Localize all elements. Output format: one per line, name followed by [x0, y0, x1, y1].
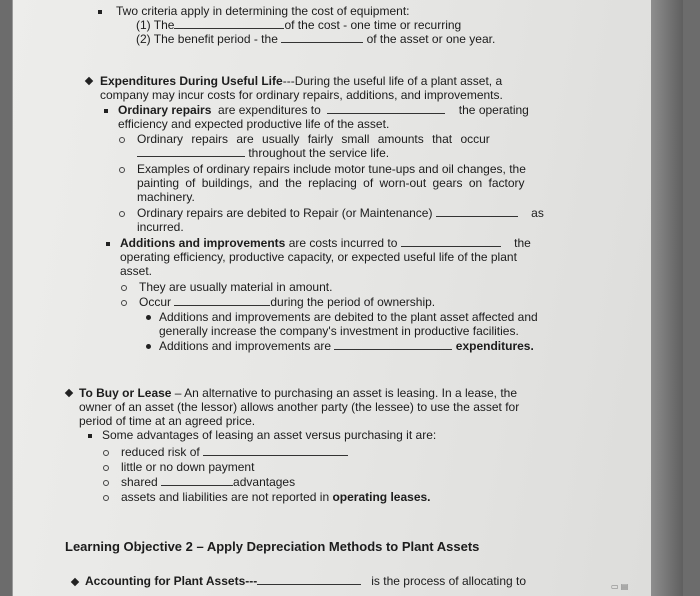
- square-bullet-icon: [106, 242, 110, 246]
- accounting-plant-assets: Accounting for Plant Assets--- is the process of allocating to: [85, 574, 527, 588]
- ordinary-repairs-line2: efficiency and expected productive life of the asset.: [118, 117, 390, 131]
- diamond-bullet-icon: [71, 578, 79, 586]
- square-bullet-icon: [98, 10, 102, 14]
- lease-adv2: little or no down payment: [121, 460, 255, 474]
- circle-bullet-icon: [119, 211, 125, 217]
- square-bullet-icon: [104, 109, 108, 113]
- additions-bullet2: Additions and improvements are expenditures.: [159, 339, 534, 353]
- ordinary-sub2a: Examples of ordinary repairs include motor tune-ups and oil changes, the: [137, 162, 526, 176]
- additions-line3: asset.: [120, 264, 153, 278]
- criteria-2: (2) The benefit period - the of the asset or one year.: [136, 32, 496, 46]
- circle-bullet-icon: [103, 480, 109, 486]
- criteria-1: (1) The of the cost - one time or recurring: [136, 18, 462, 32]
- lease-adv-intro: Some advantages of leasing an asset versus purchasing it are:: [102, 428, 437, 442]
- round-bullet-icon: [146, 344, 151, 349]
- ordinary-repairs-line1: Ordinary repairs are expenditures to the operating: [118, 103, 529, 117]
- ordinary-sub3b: incurred.: [137, 220, 184, 234]
- page-corner-mark-icon: ▭ ▤: [611, 582, 629, 591]
- circle-bullet-icon: [103, 495, 109, 501]
- circle-bullet-icon: [119, 137, 125, 143]
- lease-adv1: reduced risk of: [121, 445, 348, 459]
- diamond-bullet-icon: [85, 77, 93, 85]
- circle-bullet-icon: [103, 450, 109, 456]
- circle-bullet-icon: [121, 300, 127, 306]
- additions-bullet1a: Additions and improvements are debited to the plant asset affected and: [159, 310, 538, 324]
- lease-line2: owner of an asset (the lessor) allows another party (the lessee) to use the asset for: [79, 400, 520, 414]
- lease-adv4: assets and liabilities are not reported in operating leases.: [121, 490, 431, 504]
- ordinary-sub1b: throughout the service life.: [137, 146, 389, 160]
- circle-bullet-icon: [121, 285, 127, 291]
- additions-line2: operating efficiency, productive capacity, or expected useful life of the plant: [120, 250, 517, 264]
- diamond-bullet-icon: [65, 389, 73, 397]
- lease-adv3: shared advantages: [121, 475, 296, 489]
- page-edge-shadow: [651, 0, 683, 596]
- round-bullet-icon: [146, 315, 151, 320]
- additions-bullet1b: generally increase the company's investment in productive facilities.: [159, 324, 519, 338]
- document-page: [12, 0, 683, 596]
- square-bullet-icon: [88, 434, 92, 438]
- ordinary-sub3a: Ordinary repairs are debited to Repair (or Maintenance) as: [137, 206, 544, 220]
- additions-sub2: Occur during the period of ownership.: [139, 295, 436, 309]
- circle-bullet-icon: [119, 167, 125, 173]
- additions-sub1: They are usually material in amount.: [139, 280, 333, 294]
- lease-heading: To Buy or Lease – An alternative to purchasing an asset is leasing. In a lease, the: [79, 386, 518, 400]
- criteria-intro: Two criteria apply in determining the cost of equipment:: [116, 4, 410, 18]
- learning-objective-heading: Learning Objective 2 – Apply Depreciation Methods to Plant Assets: [65, 539, 480, 554]
- additions-line1: Additions and improvements are costs incurred to the: [120, 236, 531, 250]
- useful-life-heading: Expenditures During Useful Life---During the useful life of a plant asset, a: [100, 74, 503, 88]
- circle-bullet-icon: [103, 465, 109, 471]
- useful-life-line2: company may incur costs for ordinary repairs, additions, and improvements.: [100, 88, 503, 102]
- ordinary-sub1: Ordinary repairs are usually fairly small amounts that occur: [137, 132, 490, 146]
- ordinary-sub2c: machinery.: [137, 190, 195, 204]
- lease-line3: period of time at an agreed price.: [79, 414, 256, 428]
- ordinary-sub2b: painting of buildings, and the replacing of worn-out gears on factory: [137, 176, 525, 190]
